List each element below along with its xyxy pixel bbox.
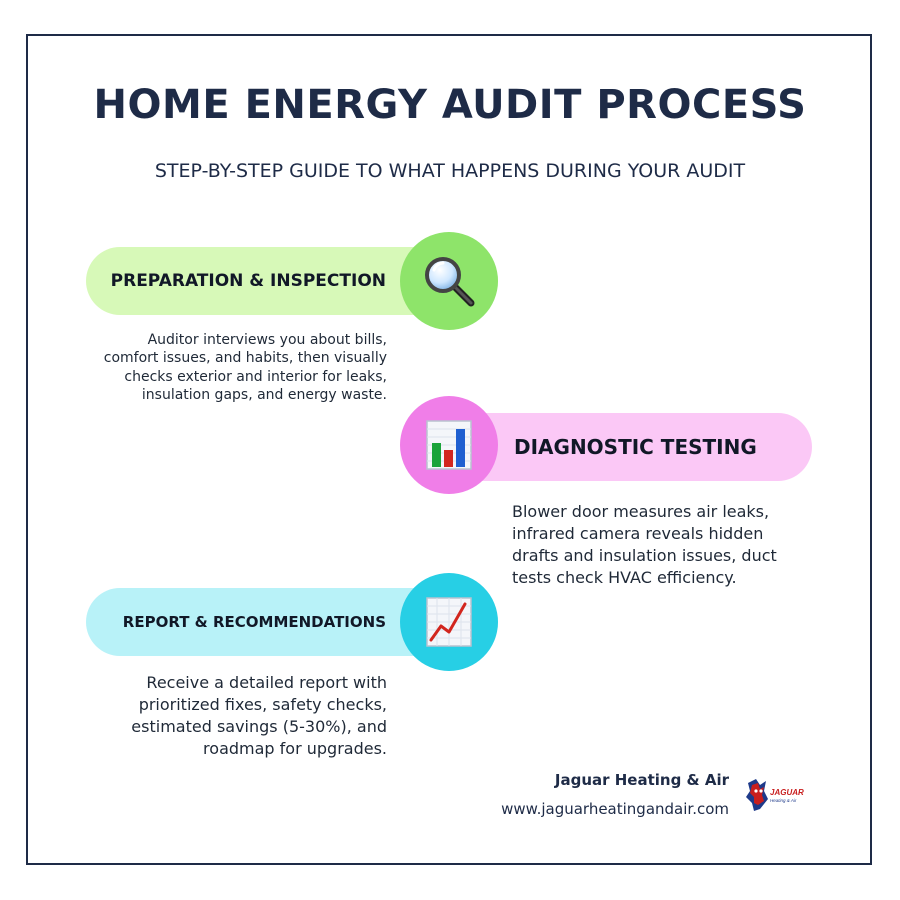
step-3-icon-circle [400, 573, 498, 671]
page-title: HOME ENERGY AUDIT PROCESS [93, 82, 807, 128]
company-name: Jaguar Heating & Air [554, 771, 729, 789]
bar-chart-icon [425, 419, 473, 471]
step-1-icon-circle [400, 232, 498, 330]
logo-text: JAGUAR [770, 788, 804, 797]
logo-subtext: Heating & Air [770, 798, 797, 803]
step-3-description: Receive a detailed report with prioritized fixes, safety checks, estimated savings (5-30%), and roadmap for upgrades. [131, 673, 387, 759]
magnifying-glass-icon [421, 253, 477, 309]
step-1-label: PREPARATION & INSPECTION [110, 271, 386, 291]
trend-up-chart-icon [425, 596, 473, 648]
page-subtitle: STEP-BY-STEP GUIDE TO WHAT HAPPENS DURING YOUR AUDIT [154, 160, 746, 182]
jaguar-logo [742, 775, 808, 815]
company-website[interactable]: www.jaguarheatingandair.com [501, 800, 729, 818]
step-2-label: DIAGNOSTIC TESTING [514, 435, 757, 459]
step-1-description: Auditor interviews you about bills, comfort issues, and habits, then visually checks exterior and interior for leaks, insulation gaps, and energy waste. [103, 332, 387, 404]
step-2-description: Blower door measures air leaks, infrared camera reveals hidden drafts and insulation issues, duct tests check HVAC efficiency. [512, 502, 777, 588]
step-2-icon-circle [400, 396, 498, 494]
step-3-label: REPORT & RECOMMENDATIONS [122, 613, 386, 631]
